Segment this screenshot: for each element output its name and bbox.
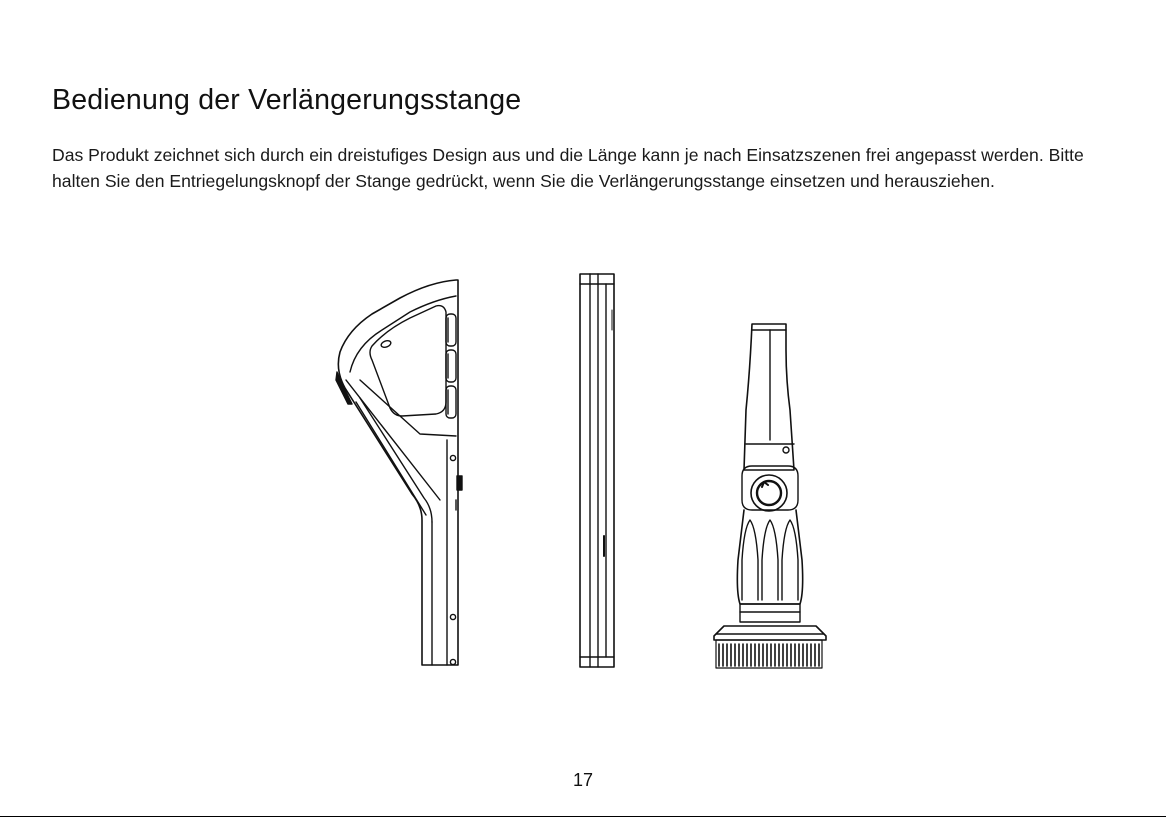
page-title: Bedienung der Verlängerungsstange xyxy=(52,84,522,116)
brush-head-side-view xyxy=(714,324,826,668)
page-number: 17 xyxy=(572,770,594,790)
bottom-rule xyxy=(0,816,1166,817)
handle-side-view xyxy=(336,280,462,665)
pole-front-view xyxy=(580,274,614,667)
intro-paragraph: Das Produkt zeichnet sich durch ein dreistufiges Design aus und die Länge kann je nach Einsatzszenen frei angepasst werden. Bitte halten Sie den Entriegelungsknopf der Stange gedrückt, wenn Sie die Verlängerungsstange einsetzen und herausziehen. xyxy=(52,145,1084,191)
